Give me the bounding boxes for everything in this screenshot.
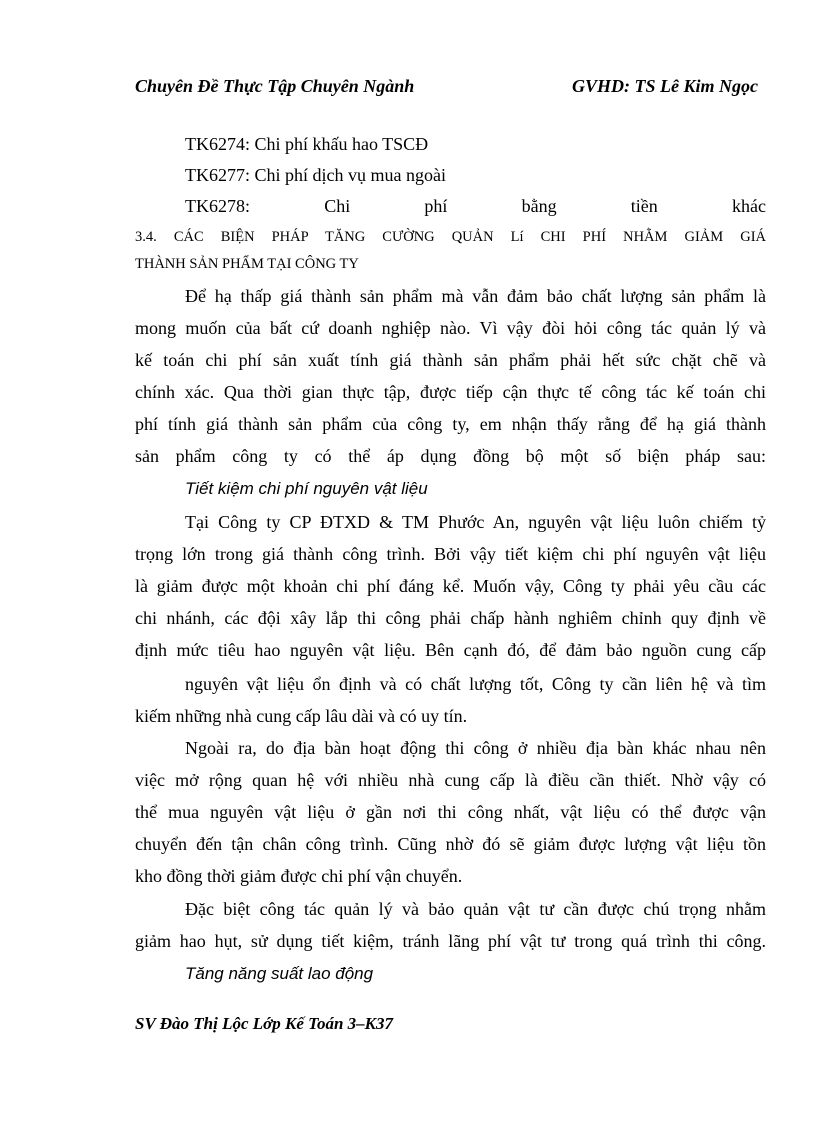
account-word: bằng bbox=[521, 196, 557, 216]
paragraph-line: Tại Công ty CP ĐTXD & TM Phước An, nguyên vật liệu luôn chiếm tỷ bbox=[185, 512, 766, 532]
account-word: tiền bbox=[630, 196, 658, 216]
paragraph-line: phí tính giá thành sản phẩm của công ty, em nhận thấy rằng để hạ giá thành bbox=[135, 414, 766, 434]
page-footer: SV Đào Thị Lộc Lớp Kế Toán 3–K37 bbox=[135, 1014, 394, 1033]
paragraph-line: nguyên vật liệu ổn định và có chất lượng tốt, Công ty cần liên hệ và tìm bbox=[185, 674, 766, 694]
paragraph-line: chi nhánh, các đội xây lắp thi công phải chấp hành nghiêm chỉnh quy định về bbox=[135, 608, 766, 628]
paragraph-line: giảm hao hụt, sử dụng tiết kiệm, tránh lãng phí vật tư trong quá trình thi công. bbox=[135, 931, 766, 951]
paragraph-line: Ngoài ra, do địa bàn hoạt động thi công ở nhiều địa bàn khác nhau nên bbox=[185, 738, 766, 758]
paragraph-line: việc mở rộng quan hệ với nhiều nhà cung cấp là điều cần thiết. Nhờ vậy có bbox=[135, 770, 766, 790]
subheading-labor-productivity: Tăng năng suất lao động bbox=[185, 964, 374, 983]
section-heading-line: 3.4. CÁC BIỆN PHÁP TĂNG CƯỜNG QUẢN Lí CHI PHÍ NHẰM GIẢM GIÁ bbox=[135, 229, 766, 245]
paragraph-line: định mức tiêu hao nguyên vật liệu. Bên cạnh đó, để đảm bảo nguồn cung cấp bbox=[135, 640, 766, 660]
account-line: TK6274: Chi phí khấu hao TSCĐ bbox=[185, 134, 429, 154]
paragraph-line: là giảm được một khoản chi phí đáng kể. Muốn vậy, Công ty phải yêu cầu các bbox=[135, 576, 766, 596]
paragraph-line: kho đồng thời giảm được chi phí vận chuyển. bbox=[135, 866, 463, 886]
paragraph-line: thể mua nguyên vật liệu ở gần nơi thi công nhất, vật liệu có thể được vận bbox=[135, 802, 766, 822]
account-code: TK6278: bbox=[185, 196, 250, 216]
account-line: TK6277: Chi phí dịch vụ mua ngoài bbox=[185, 165, 446, 185]
paragraph-line: trọng lớn trong giá thành công trình. Bởi vậy tiết kiệm chi phí nguyên vật liệu bbox=[135, 544, 766, 564]
paragraph-line: Để hạ thấp giá thành sản phẩm mà vẫn đảm bảo chất lượng sản phẩm là bbox=[185, 286, 766, 306]
paragraph-line: kế toán chi phí sản xuất tính giá thành sản phẩm phải hết sức chặt chẽ và bbox=[135, 350, 766, 370]
paragraph-line: chuyển đến tận chân công trình. Cũng nhờ đó sẽ giảm được lượng vật liệu tồn bbox=[135, 834, 766, 854]
paragraph-line: chính xác. Qua thời gian thực tập, được tiếp cận thực tế công tác kế toán chi bbox=[135, 382, 766, 402]
header-course-title: Chuyên Đề Thực Tập Chuyên Ngành bbox=[135, 76, 415, 96]
account-word: khác bbox=[731, 196, 766, 216]
subheading-material-savings: Tiết kiệm chi phí nguyên vật liệu bbox=[185, 479, 428, 498]
paragraph-line: sản phẩm công ty có thể áp dụng đồng bộ một số biện pháp sau: bbox=[135, 446, 766, 466]
header-supervisor: GVHD: TS Lê Kim Ngọc bbox=[572, 76, 758, 96]
account-word: phí bbox=[424, 196, 448, 216]
account-word: Chi bbox=[324, 196, 351, 216]
paragraph-line: kiếm những nhà cung cấp lâu dài và có uy tín. bbox=[135, 706, 468, 726]
section-heading-line: THÀNH SẢN PHẨM TẠI CÔNG TY bbox=[135, 256, 359, 272]
paragraph-line: mong muốn của bất cứ doanh nghiệp nào. Vì vậy đòi hỏi công tác quản lý và bbox=[135, 318, 766, 338]
paragraph-line: Đặc biệt công tác quản lý và bảo quản vật tư cần được chú trọng nhằm bbox=[185, 899, 766, 919]
account-line bbox=[185, 190, 766, 222]
